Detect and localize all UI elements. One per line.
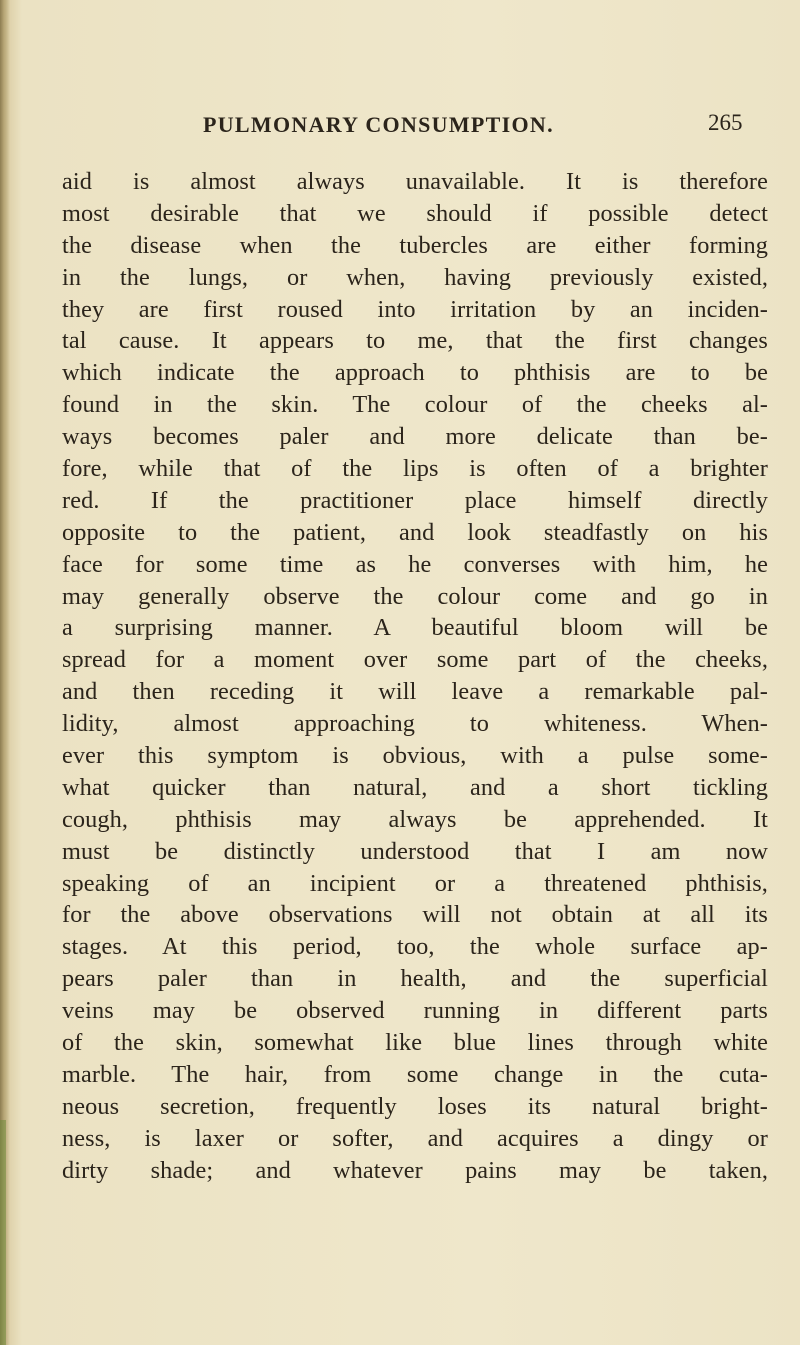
text-line: what quicker than natural, and a short tickling (62, 773, 768, 801)
text-line: may generally observe the colour come and go in (62, 582, 768, 610)
body-text (62, 166, 768, 1187)
text-line: for the above observations will not obtain at all its (62, 901, 768, 929)
text-line: ness, is laxer or softer, and acquires a dingy or (62, 1124, 768, 1152)
text-line: stages. At this period, too, the whole surface ap- (62, 933, 768, 961)
text-line: ever this symptom is obvious, with a pulse some- (62, 742, 768, 770)
page-header (0, 112, 800, 142)
text-line: red. If the practitioner place himself directly (62, 486, 768, 514)
text-line: must be distinctly understood that I am now (62, 837, 768, 865)
text-line: ways becomes paler and more delicate than be- (62, 423, 768, 451)
text-line: found in the skin. The colour of the cheeks al- (62, 391, 768, 419)
text-line: they are first roused into irritation by an inciden- (62, 295, 768, 323)
text-line: tal cause. It appears to me, that the first changes (62, 327, 768, 355)
text-line: most desirable that we should if possible detect (62, 199, 768, 227)
text-line: of the skin, somewhat like blue lines through white (62, 1029, 768, 1057)
text-line: pears paler than in health, and the superficial (62, 965, 768, 993)
text-line: cough, phthisis may always be apprehended. It (62, 805, 768, 833)
text-line: dirty shade; and whatever pains may be taken, (62, 1156, 768, 1184)
text-line: marble. The hair, from some change in the cuta- (62, 1060, 768, 1088)
text-line: and then receding it will leave a remarkable pal- (62, 678, 768, 706)
text-line: fore, while that of the lips is often of a brighter (62, 455, 768, 483)
text-line: neous secretion, frequently loses its natural bright- (62, 1092, 768, 1120)
text-line: spread for a moment over some part of the cheeks, (62, 646, 768, 674)
binding-edge (0, 1120, 6, 1345)
text-line: speaking of an incipient or a threatened phthisis, (62, 869, 768, 897)
text-line: veins may be observed running in different parts (62, 997, 768, 1025)
text-line: aid is almost always unavailable. It is therefore (62, 168, 768, 195)
text-line: lidity, almost approaching to whiteness. When- (62, 710, 768, 738)
text-line: in the lungs, or when, having previously existed, (62, 263, 768, 291)
text-line: a surprising manner. A beautiful bloom will be (62, 614, 768, 642)
text-line: opposite to the patient, and look steadfastly on his (62, 518, 768, 546)
text-line: the disease when the tubercles are either forming (62, 231, 768, 259)
text-line: which indicate the approach to phthisis are to be (62, 359, 768, 387)
page-number: 265 (708, 110, 743, 135)
text-line: face for some time as he converses with him, he (62, 550, 768, 578)
running-head: PULMONARY CONSUMPTION. (203, 112, 554, 137)
